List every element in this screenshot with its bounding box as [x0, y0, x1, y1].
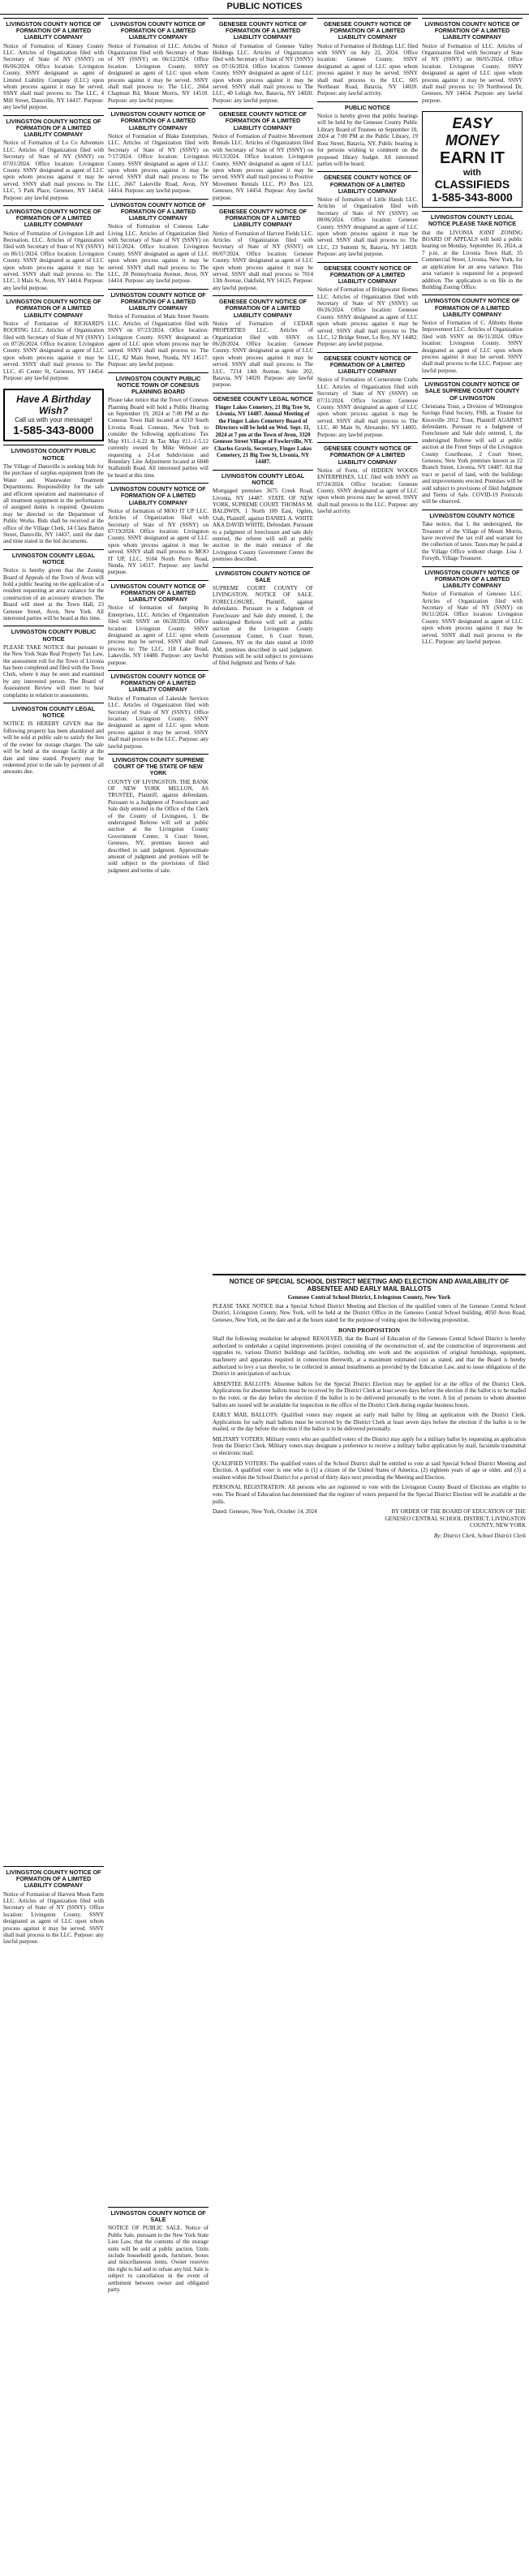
column-3	[213, 18, 313, 671]
signer: By: District Clerk, School District Clerk	[433, 1533, 526, 1539]
notice-body: Notice of Formation of RICHARD'S ROOFING LLC. Articles of Organization filed with Secretary of State of NY (SSNY) on 07/26/2024. Office location: Livingston County. SSNY designated as agent of LLC upon whom process against it may be served. SSNY shall mail process to: The LLC, 45 Center St, Geneseo, NY 14454. Purpose: any lawful purpose.	[3, 320, 104, 382]
notice-body: Notice of Formation of LLC. Articles of Organization filed with Secretary of State of NY (SSNY) on 06/12/2024. Office location: Livingston County. SSNY designated as agent of LLC upon whom process against it may be served. SSNY shall mail process to: The LLC, 2664 Chapman Rd, Mount Morris, NY 14510. Purpose: any lawful purpose.	[108, 42, 209, 104]
ad-line-2: EARN IT	[440, 149, 505, 168]
notice-title: GENESEE COUNTY NOTICE OF FORMATION OF A LIMITED LIABILITY COMPANY	[323, 20, 412, 41]
notice-title: LIVINGSTON COUNTY LEGAL NOTICE	[11, 705, 96, 720]
notice-title: GENESEE COUNTY NOTICE OF FORMATION OF A LIMITED LIABILITY COMPANY	[323, 354, 412, 376]
notice-body: Notice of Formation of Geneseo LLC. Articles of Organization filed with Secretary of State of NY (SSNY) on 06/11/2024. Office location: Livingston County. SSNY designated as agent of LLC upon whom process against it may be served. SSNY shall mail process to the LLC. Purpose: any lawful purpose.	[422, 591, 523, 645]
school-notice-footer	[213, 1508, 526, 1539]
notice-title: LIVINGSTON COUNTY NOTICE OF SALE SUPREME COURT COUNTY OF LIVINGSTON	[424, 381, 520, 402]
notice-body: Notice of Formation of Harvest Fields LLC. Articles of Organization filed with Secretary of State of NY (SSNY) on 06/07/2024. Office location: Genesee County. SSNY designated as agent of LLC upon whom process against it may be served. SSNY shall mail process to 7014 13th Avenue, Oakfield, NY 14125. Purpose: any lawful purpose.	[213, 230, 313, 291]
legal-notice	[3, 549, 104, 626]
notice-title: LIVINGSTON COUNTY NOTICE OF FORMATION OF A LIMITED LIABILITY COMPANY	[110, 673, 206, 694]
column-5	[422, 18, 523, 649]
notice-body: Notice of Formation of Blake Enterprises, LLC. Articles of Organization filed with Secretary of State of NY (SSNY) on 7/17/2024. Office location: Livingston County. SSNY designated as agent of LLC upon whom process against it may be served. SSNY shall mail process to The LLC, 2667 Lakeville Road, Avon, NY 14414. Purpose: any lawful purpose.	[108, 132, 209, 195]
notice-title: LIVINGSTON COUNTY NOTICE OF FORMATION OF A LIMITED LIABILITY COMPANY	[424, 297, 520, 318]
notice-body: Take notice, that I, the undersigned, the Treasurer of the Village of Mount Morris, have received the tax roll and warrant for the collection of taxes. Taxes may be paid at the Village Office without charge. Lisa J. Forsyth, Village Treasurer.	[422, 521, 523, 562]
notice-body: Notice of Formation of Holdings LLC filed with SSNY on July 22, 2024. Office location: Genesee County. SSNY designated as agent of LLC upon whom process against it may be served. SSNY shall mail process to the LLC, 605 Northeast Road, Batavia, NY 14020. Purpose: any lawful activity.	[317, 42, 418, 97]
notice-body: Notice of Formation of C. Abbotts Home Improvement LLC. Articles of Organization filed with SSNY on 06/11/2024. Office location: Livingston County. SSNY designated as agent of LLC upon whom process against it may be served. SSNY shall mail process to the LLC. Purpose: any lawful purpose.	[422, 319, 523, 374]
notice-title: LIVINGSTON COUNTY NOTICE OF FORMATION OF A LIMITED LIABILITY COMPANY	[6, 298, 101, 319]
notice-body: Please take notice that the Town of Conesus Planning Board will hold a Public Hearing on September 19, 2024 at 7:00 PM at the Conesus Town Hall located at 6210 South Livonia Road, Conesus, New York to consider the following applications: Tax Map #11.-1-6.22 & Tax Map #11.-1-5.12 currently owned by Mike Webster are requesting a 2-Lot Subdivision and Boundary Line Adjustment located at 6848 Stallsmith Road. All interested parties will be heard at this time.	[108, 397, 209, 479]
notice-title: LIVINGSTON COUNTY PUBLIC NOTICE TOWN OF CONESUS PLANNING BOARD	[115, 374, 201, 396]
notice-body: SUPREME COURT COUNTY OF LIVINGSTON. NOTICE OF SALE. FORECLOSURE, Plaintiff, against defendants. Pursuant to a Judgment of Foreclosure and Sale duly entered, I, the undersigned Referee will sell at public auction at the Livingston County Government Center, 6 Court Street, Geneseo, NY on the date stated at 10:00 AM, premises described in said judgment. Premises will be sold subject to provisions of filed Judgment and Terms of Sale.	[213, 585, 313, 667]
notice-body: Notice of formation of Little Hands LLC. Articles of Organization filed with Secretary of State of NY (SSNY) on 08/06/2024. Office location: Genesee County. SSNY designated as agent of LLC upon whom process against it may be served. SSNY shall mail process to: The LLC, 23 Summit St, Batavia, NY 14020. Purpose: any lawful purpose.	[317, 196, 418, 258]
legal-notice	[108, 108, 209, 198]
school-district-notice	[213, 1274, 526, 1540]
notice-title: LIVINGSTON COUNTY NOTICE OF FORMATION OF A LIMITED LIABILITY COMPANY	[424, 568, 520, 589]
notice-title: LIVINGSTON COUNTY LEGAL NOTICE PLEASE TAKE NOTICE	[428, 213, 517, 228]
notice-body: Mortgaged premises 3675 Creek Road, Livonia, NY 14487. STATE OF NEW YORK, SUPREME COURT. THOMAS M. BALDWIN, 1 North 100 East, Ogden, Utah, Plaintiff, against DANIEL A. WHITE AKA DAVID WHITE, Defendant. Pursuant to a judgment of foreclosure and sale duly entered, the referee will sell at public auction in the main entrance of the Livingston County Government Center the premises described.	[213, 488, 313, 563]
notice-body: Notice of Formation of CEDAR PROPERTIES LLC. Articles of Organization filed with SSNY on 06/28/2024. Office location: Genesee County. SSNY designated as agent of LLC upon whom process against it may be served. SSNY shall mail process to The LLC, 7214 14th Avenue, Suite 202, Batavia, NY 14020. Purpose: any lawful purpose.	[213, 320, 313, 389]
date-line: Dated: Geneseo, New York, October 14, 2024	[213, 1508, 317, 1516]
notice-title: GENESEE COUNTY NOTICE OF FORMATION OF A LIMITED LIABILITY COMPANY	[218, 298, 308, 319]
notice-body: COUNTY OF LIVINGSTON. THE BANK OF NEW YORK MELLON, AS TRUSTEE, Plaintiff, against defendants. Pursuant to a Judgment of Foreclosure and Sale duly entered in the Office of the Clerk of the County of Livingston, I, the undersigned Referee will sell at public auction at the Livingston County Government Center, 6 Court Street, Geneseo, NY, premises known and described in said judgment. Approximate amount of judgment and premises will be sold subject to the provisions of filed judgment and terms of sale.	[108, 778, 209, 874]
column-4	[317, 18, 418, 519]
legal-notice	[422, 378, 523, 510]
school-notice-paragraph: ABSENTEE BALLOTS: Absentee ballots for the Special District Election may be applied for at the office of the District Clerk. Applications for absentee ballots must be received by the District Clerk at least seven days before the election if the ballot is to be mailed to the voter, or the day before the election if the ballot is to be delivered personally to the voter. A list of persons to whom absentee ballots are issued will be available for inspection in the office of the District Clerk during regular business hours.	[213, 1380, 526, 1408]
notice-title: LIVINGSTON COUNTY NOTICE OF FORMATION OF A LIMITED LIABILITY COMPANY	[6, 117, 101, 139]
notice-title: GENESEE COUNTY LEGAL NOTICE	[213, 394, 313, 402]
legal-notice	[317, 171, 418, 261]
notice-title: LIVINGSTON COUNTY NOTICE OF FORMATION OF A LIMITED LIABILITY COMPANY	[110, 582, 206, 604]
legal-notice	[108, 2207, 209, 2297]
legal-notice	[3, 115, 104, 205]
ad-line-3: with	[463, 168, 481, 178]
notice-body: Notice of Formation of Lakeside Services LLC. Articles of Organization filed with Secretary of State of NY (SSNY). Office location: Livingston County. SSNY designated as agent of LLC upon whom process against it may be served. SSNY shall mail process to the LLC. Purpose: any lawful purpose.	[108, 695, 209, 750]
notice-body: PLEASE TAKE NOTICE that pursuant to the New York State Real Property Tax Law, the assessment roll for the Town of Livonia has been completed and filed with the Town Clerk, where it may be seen and examined by any interested person. The Board of Assessment Review will meet to hear complaints in relation to assessments.	[3, 643, 104, 699]
school-notice-paragraph: MILITARY VOTERS: Military voters who are qualified voters of the District may apply for a military ballot by requesting an application from the District Clerk. Military voters may designate a preference to receive a military ballot application by mail, facsimile transmittal or electronic mail.	[213, 1435, 526, 1457]
legal-notice	[108, 199, 209, 289]
school-notice-paragraph: EARLY MAIL BALLOTS: Qualified voters may request an early mail ballot by filing an application with the District Clerk. Applications for early mail ballots must be received by the District Clerk at least seven days before the election if the ballot is to be mailed, or the day before the election if the ballot is to be delivered personally.	[213, 1412, 526, 1433]
notice-body: Notice of Formation of Lo Co Adventure LLC. Articles of Organization filed with Secretary of State of NY (SSNY) on 07/01/2024. Office location: Livingston County. SSNY designated as agent of LLC upon whom process against it may be served. SSNY shall mail process to The LLC, 5 Park Place, Geneseo, NY 14454. Purpose: any lawful purpose.	[3, 140, 104, 201]
ad-headline: Have A Birthday Wish?	[16, 393, 91, 417]
notice-title: GENESEE COUNTY NOTICE OF FORMATION OF A LIMITED LIABILITY COMPANY	[218, 20, 308, 41]
legal-notice	[108, 18, 209, 108]
notice-title: LIVINGSTON COUNTY NOTICE OF FORMATION OF A LIMITED LIABILITY COMPANY	[110, 20, 206, 41]
notice-body: Notice of formation of MOO IT UP LLC. Articles of Organization filed with Secretary of State of NY (SSNY) on 07/19/2024. Office location: Livingston County. SSNY designated as agent of LLC upon whom process against it may be served. SSNY shall mail process to MOO IT UP, LLC, 9104 North Perrv Road, Nunda, NY 14517. Purpose: any lawful purpose.	[108, 507, 209, 576]
notice-title: GENESEE COUNTY NOTICE OF FORMATION OF A LIMITED LIABILITY COMPANY	[323, 264, 412, 285]
ad-line-1: EASY MONEY	[445, 115, 499, 149]
school-notice-paragraph: PLEASE TAKE NOTICE that a Special School District Meeting and Election of the qualified voters of the Geneseo Central School District, Livingston County, New York, will be held at the District Office in the Geneseo Central School building, 4050 Avon Road, Geneseo, New York, on the date and at the hours stated for the purpose of voting upon the following proposition.	[213, 1302, 526, 1323]
notice-body: Finger Lakes Cemetery, 21 Big Tree St, Livonia, NY 14487. Annual Meeting of the Finger Lakes Cemetery Board of Directors will be held on Wed. Sept. 11, 2024 at 7 pm at the Town of Avon, 3320 Genesee Street Village of Fowlerville, NY. Charles Gravis, Secretary, Finger Lakes Cemetery, 21 Big Tree St, Livonia, NY 14487.	[213, 404, 313, 466]
legal-notice	[108, 580, 209, 670]
legal-notice	[213, 18, 313, 108]
notice-body: Notice of formation of Jumping In Enterprises, LLC. Articles of Organization filed with SSNY on 06/28/2024. Office location: Livingston County. SSNY designated as agent of LLC upon whom process may be served. SSNY shall mail process to: The LLC, 118 Lake Road, Lakeville, NY 14480. Purpose: any lawful purpose.	[108, 604, 209, 666]
legal-notice	[108, 483, 209, 580]
column-2-lower	[108, 2207, 209, 2297]
notice-title: LIVINGSTON COUNTY NOTICE OF FORMATION OF A LIMITED LIABILITY COMPANY	[110, 200, 206, 221]
notice-body: Notice of Form. of HIDDEN WOODS ENTERPRISES, LLC filed with SSNY on 07/24/2024. Office location: Genesee County. SSNY designated as agent of LLC upon whom process may be served. SSNY shall mail process to the LLC. Purpose: any lawful activity.	[317, 467, 418, 515]
school-notice-title: NOTICE OF SPECIAL SCHOOL DISTRICT MEETING AND ELECTION AND AVAILABILITY OF ABSENTEE AND EARLY MAIL BALLOTS	[229, 1278, 510, 1292]
notice-title: LIVINGSTON COUNTY NOTICE OF FORMATION OF A LIMITED LIABILITY COMPANY	[424, 20, 520, 41]
legal-notice	[317, 352, 418, 442]
legal-notice	[108, 670, 209, 754]
notice-title: GENESEE COUNTY NOTICE OF FORMATION OF A LIMITED LIABILITY COMPANY	[218, 207, 308, 229]
notice-body: Christiana Trust, a Division of Wilmington Savings Fund Society, FSB, as Trustee for Knoxville 2012 Trust, Plaintiff AGAINST defendants. Pursuant to a Judgment of Foreclosure and Sale duly entered, I, the undersigned Referee will sell at public auction at the Front Steps of the Livingston County Courthouse, 2 Court Street, Geneseo, New York premises known as 22 Branch Street, Livonia, NY 14487. All that tract or parcel of land, with the buildings and improvements erected. Premises will be sold subject to provisions of filed Judgment and Terms of Sale. COVID-19 Protocols will be observed.	[422, 402, 523, 505]
column-2	[108, 18, 209, 878]
notice-body: The Village of Dansville is seeking bids for the purchase of surplus equipment from the Water and Wastewater Treatment Departments. Responsibility for the safe and efficient operation and maintenance of all treatment equipment in the performance of assigned duties is required. Questions may be directed to the Department of Public Works. Bids shall be received at the office of the Village Clerk, 14 Clara Barton Street, Dansville, NY 14437, until the date and time stated in the bid documents.	[3, 462, 104, 545]
notice-title: LIVINGSTON COUNTY NOTICE	[429, 511, 515, 519]
classifieds-ad	[422, 111, 523, 208]
legal-notice	[108, 289, 209, 372]
legal-notice	[213, 108, 313, 205]
column-1-lower	[3, 1866, 104, 1950]
legal-notice	[317, 262, 418, 352]
notice-title: LIVINGSTON COUNTY NOTICE OF SALE	[215, 569, 311, 583]
notice-body: Notice of Formation of Bridgewater Homes LLC. Articles of Organization filed with Secretary of State of NY (SSNY) on 06/26/2024. Office location: Genesee County. SSNY designated as agent of LLC upon whom process against it may be served. SSNY shall mail process to The LLC, 12 Bridge Street, Le Roy, NY 14482. Purpose: any lawful purpose.	[317, 286, 418, 348]
legal-notice	[3, 205, 104, 295]
legal-notice	[213, 470, 313, 567]
notice-title: LIVINGSTON COUNTY NOTICE OF FORMATION OF A LIMITED LIABILITY COMPANY	[6, 20, 101, 41]
notice-title: LIVINGSTON COUNTY PUBLIC NOTICE	[11, 447, 97, 462]
legal-notice	[3, 445, 104, 548]
notice-title: LIVINGSTON COUNTY NOTICE OF FORMATION OF A LIMITED LIABILITY COMPANY	[110, 290, 206, 312]
notice-title: LIVINGSTON COUNTY NOTICE OF FORMATION OF A LIMITED LIABILITY COMPANY	[6, 1869, 101, 1890]
notice-title: PUBLIC NOTICE	[345, 103, 390, 111]
legal-notice	[422, 566, 523, 650]
notice-title: LIVINGSTON COUNTY PUBLIC NOTICE	[11, 628, 97, 643]
legal-notice	[422, 295, 523, 378]
notice-title: LIVINGSTON COUNTY LEGAL NOTICE	[221, 471, 305, 486]
notice-title: LIVINGSTON COUNTY NOTICE OF FORMATION OF A LIMITED LIABILITY COMPANY	[6, 207, 101, 229]
legal-notice	[108, 754, 209, 878]
notice-body: Notice of Formation of Kinney County LLC. Articles of Organization filed with Secretary of State of NY (SSNY) on 06/06/2024. Office location: Livingston County. SSNY designated as agent of Limited Liability Company (LLC) upon whom process against it may be served. SSNY shall mail process to: The LLC, 4 Mill Street, Dansville, NY 14437. Purpose: any lawful purpose.	[3, 42, 104, 111]
ad-subline: Call us with your message!	[15, 416, 92, 424]
legal-notice	[213, 567, 313, 671]
column-1	[3, 18, 104, 780]
by-order: BY ORDER OF THE BOARD OF EDUCATION OF THE GENESEO CENTRAL SCHOOL DISTRICT, LIVINGSTON COUNTY, NEW YORK	[385, 1508, 526, 1529]
ad-phone: 1-585-343-8000	[13, 424, 94, 437]
legal-notice	[213, 393, 313, 470]
bond-proposition-title: BOND PROPOSITION	[338, 1326, 401, 1334]
school-notice-paragraph: PERSONAL REGISTRATION: All persons who are registered to vote with the Livingston County Board of Elections are eligible to vote. The Board of Education has determined that the register of voters prepared for the Special District Election will be available at the polls.	[213, 1484, 526, 1505]
legal-notice	[108, 372, 209, 483]
school-notice-subtitle: Geneseo Central School District, Livingston County, New York	[287, 1293, 451, 1301]
notice-body: Notice of Formation of Genesee Valley Holdings LLC. Articles of Organization filed with Secretary of State of NY (SSNY) on 07/16/2024. Office location: Genesee County. SSNY designated as agent of LLC upon whom process against it may be served. SSNY shall mail process to The LLC, 40 Lehigh Ave, Batavia, NY 14020. Purpose: any lawful purpose.	[213, 42, 313, 104]
legal-notice	[422, 510, 523, 566]
notice-body: NOTICE IS HEREBY GIVEN that the following property has been abandoned and will be sold at public sale to satisfy the lien of the owner for storage charges. The sale will be held at the storage facility at the date and time stated. Property may be redeemed prior to the sale by payment of all amounts due.	[3, 720, 104, 776]
notice-body: Notice is hereby given that the Zoning Board of Appeals of the Town of Avon will hold a public hearing on the application of a resident requesting an area variance for the construction of an accessory structure. The Board will meet at the Town Hall, 23 Genesee Street, Avon, New York. All interested parties will be heard at this time.	[3, 567, 104, 621]
school-notice-paragraph: QUALIFIED VOTERS: The qualified voters of the School District shall be entitled to vote at said Special School District Meeting and Election. A qualified voter is one who is (1) a citizen of the United States of America, (2) eighteen years of age or older, and (3) a resident within the School District for a period of thirty days next preceding the Meeting and Election.	[213, 1460, 526, 1481]
notice-title: GENESEE COUNTY NOTICE OF FORMATION OF A LIMITED LIABILITY COMPANY	[323, 174, 412, 195]
legal-notice	[3, 18, 104, 115]
notice-title: GENESEE COUNTY NOTICE OF FORMATION OF A LIMITED LIABILITY COMPANY	[218, 110, 308, 131]
notice-body: Notice is hereby given that public hearings will be held by the Genesee County Public Library Board of Trustees on September 10, 2024 at 7:00 PM at the Public Library, 19 Ross Street, Batavia, NY. Public hearing is for persons wishing to comment on the proposed library budget. All interested parties will be heard.	[317, 113, 418, 167]
notice-title: LIVINGSTON COUNTY NOTICE OF FORMATION OF A LIMITED LIABILITY COMPANY	[110, 110, 206, 131]
notice-title: GENESEE COUNTY NOTICE OF FORMATION OF A LIMITED LIABILITY COMPANY	[323, 445, 412, 466]
notice-body: Notice of Formation of Harvest Moon Farm LLC. Articles of Organization filed with Secretary of State of NY (SSNY). Office location: Livingston County. SSNY designated as agent of LLC upon whom process against it may be served. SSNY shall mail process to the LLC. Purpose: any lawful purpose.	[3, 1890, 104, 1946]
notice-body: Notice of Formation of Positive Movement Rentals LLC. Articles of Organization filed with Secretary of State of NY (SSNY) on 06/13/2024. Office location: Livingston County. SSNY designated as agent of LLC upon whom process against it may be served. SSNY shall mail process to Positive Movement Rentals LLC, PO Box 123, Geneseo, NY 14454. Purpose: Any lawful purpose.	[213, 132, 313, 201]
ad-line-4: CLASSIFIEDS	[434, 178, 510, 191]
notice-body: Notice of Formation of Main Street Sweets LLC. Articles of Organization filed with SSNY on 07/23/2024. Office location: Livingston County. SSNY designated as agent of LLC upon whom process may be served. SSNY shall mail process to: The LLC, 82 Main Street, Nunda, NY 14517. Purpose: any lawful purpose.	[108, 313, 209, 368]
notice-body: that the LIVONIA JOINT ZONING BOARD OF APPEALS will hold a public hearing on Monday, September 16, 2024, at 7 p.m. at the Livonia Town Hall, 35 Commercial Street, Livonia, New York, for an application for an area variance. This area variance is requested for a proposed addition. The application is on file in the Building Zoning Office.	[422, 229, 523, 290]
legal-notice	[317, 18, 418, 101]
notice-title: LIVINGSTON COUNTY LEGAL NOTICE	[11, 551, 96, 566]
notice-body: Notice of Formation of Conesus Lake Living LLC. Articles of Organization filed with Secretary of State of NY (SSNY) on 04/11/2024. Office location: Livingston County. SSNY designated as agent of LLC upon whom process against it may be served. SSNY shall mail process to: The LLC, 28 Pennsylvania Avenue, Avon, NY 14414. Purpose: any lawful purpose.	[108, 223, 209, 285]
legal-notice	[422, 18, 523, 108]
page-header: PUBLIC NOTICES	[0, 0, 529, 15]
legal-notice	[317, 101, 418, 171]
notice-body: NOTICE OF PUBLIC SALE. Notice of Public Sale, pursuant to the New York State Lien Law, that the contents of the storage units will be sold at public auction. Units include household goods, furniture, boxes and miscellaneous items. Owner reserves the right to bid and to refuse any bid. Sale is subject to cancellation in the event of settlement between owner and obligated party.	[108, 2225, 209, 2294]
legal-notice	[3, 703, 104, 780]
ad-phone: 1-585-343-8000	[432, 191, 513, 204]
notice-body: Notice of Formation of LLC. Articles of Organization filed with Secretary of State of NY (SSNY) on 06/05/2024. Office location: Livingston County. SSNY designated as agent of LLC upon whom process against it may be served. SSNY shall mail process to: 59 Northwood Dr, Geneseo, NY 14454. Purpose: any lawful purpose.	[422, 42, 523, 104]
legal-notice	[3, 1866, 104, 1950]
notice-body: Notice of Formation of Cornerstone Crafts LLC. Articles of Organization filed with Secretary of State of NY (SSNY) on 07/31/2024. Office location: Genesee County. SSNY designated as agent of LLC upon whom process against it may be served. SSNY shall mail process to The LLC, 40 Main St, Alexander, NY 14005. Purpose: any lawful purpose.	[317, 376, 418, 438]
birthday-ad	[3, 389, 104, 441]
legal-notice	[213, 205, 313, 295]
notice-body: Notice of Formation of Livingston Lift and Recreation, LLC. Articles of Organization filed with Secretary of State of NY (SSNY) on 06/11/2024. Office location: Livingston County. SSNY designated as agent of LLC upon whom process against it may be served. SSNY shall mail process to: The LLC, 3 Main St, Avon, NY 14414. Purpose: any lawful purpose.	[3, 230, 104, 291]
school-notice-paragraph: Shall the following resolution be adopted: RESOLVED, that the Board of Education of the Geneseo Central School District is hereby authorized to undertake a capital improvements project consisting of the reconstruction of, and the construction of improvements and upgrades to, various District buildings and facilities, including site work and the acquisition of original furnishings, equipment, machinery and apparatus required in connection therewith, at a maximum estimated cost as stated, and that the Board is hereby authorized to levy a tax therefor, to be collected in annual installments as provided by the Education Law, and to issue obligations of the District in anticipation of such tax.	[213, 1335, 526, 1378]
notice-title: LIVINGSTON COUNTY SUPREME COURT OF THE STATE OF NEW YORK	[112, 755, 204, 777]
legal-notice	[213, 295, 313, 393]
legal-notice	[317, 442, 418, 518]
notice-title: LIVINGSTON COUNTY NOTICE OF FORMATION OF A LIMITED LIABILITY COMPANY	[110, 485, 206, 506]
legal-notice	[422, 211, 523, 295]
legal-notice	[3, 626, 104, 703]
signature-block	[372, 1508, 526, 1539]
notice-title: LIVINGSTON COUNTY NOTICE OF SALE	[110, 2209, 206, 2224]
legal-notice	[3, 295, 104, 385]
